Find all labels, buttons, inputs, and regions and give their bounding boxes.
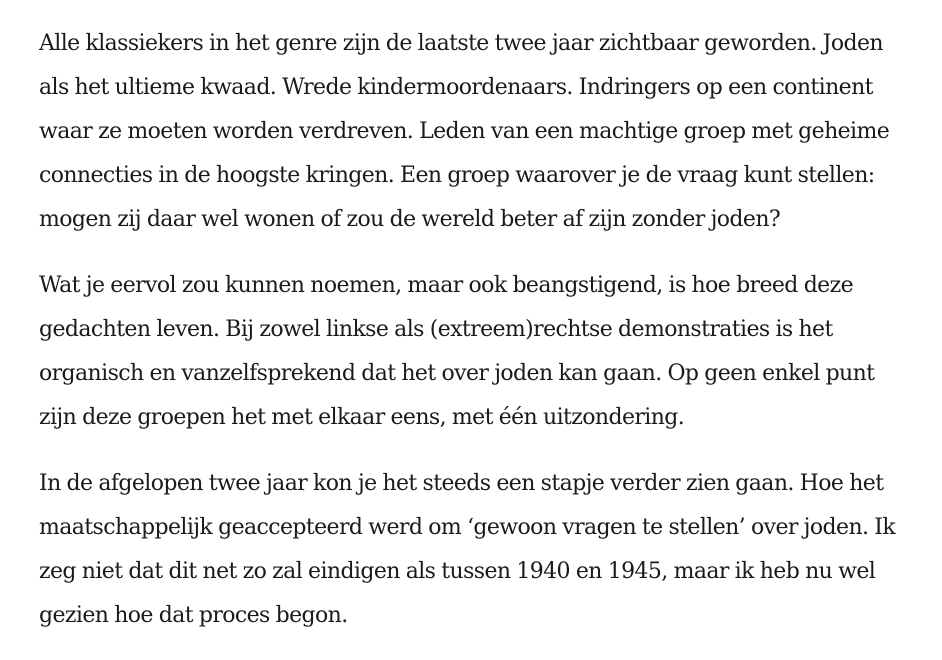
text-line: In de afgelopen twee jaar kon je het steeds een stapje verder zien gaan. Hoe het [39,471,884,496]
text-line: Alle klassiekers in het genre zijn de laatste twee jaar zichtbaar geworden. Joden [39,31,883,56]
text-line: organisch en vanzelfsprekend dat het over joden kan gaan. Op geen enkel punt [39,361,875,386]
text-line: connecties in de hoogste kringen. Een groep waarover je de vraag kunt stellen: [39,163,875,188]
article-body [39,22,929,660]
text-line: waar ze moeten worden verdreven. Leden van een machtige groep met geheime [39,119,890,144]
text-line: gezien hoe dat proces begon. [39,603,348,628]
text-line: zijn deze groepen het met elkaar eens, met één uitzondering. [39,405,685,430]
text-line: gedachten leven. Bij zowel linkse als (extreem)rechtse demonstraties is het [39,317,833,342]
text-line: maatschappelijk geaccepteerd werd om ‘gewoon vragen te stellen’ over joden. Ik [39,515,896,540]
text-line: Wat je eervol zou kunnen noemen, maar ook beangstigend, is hoe breed deze [39,273,854,298]
paragraph-2 [39,264,929,440]
paragraph-3 [39,462,929,638]
text-line: zeg niet dat dit net zo zal eindigen als tussen 1940 en 1945, maar ik heb nu wel [39,559,876,584]
text-line: mogen zij daar wel wonen of zou de wereld beter af zijn zonder joden? [39,207,781,232]
text-line: als het ultieme kwaad. Wrede kindermoordenaars. Indringers op een continent [39,75,873,100]
paragraph-1 [39,22,929,242]
